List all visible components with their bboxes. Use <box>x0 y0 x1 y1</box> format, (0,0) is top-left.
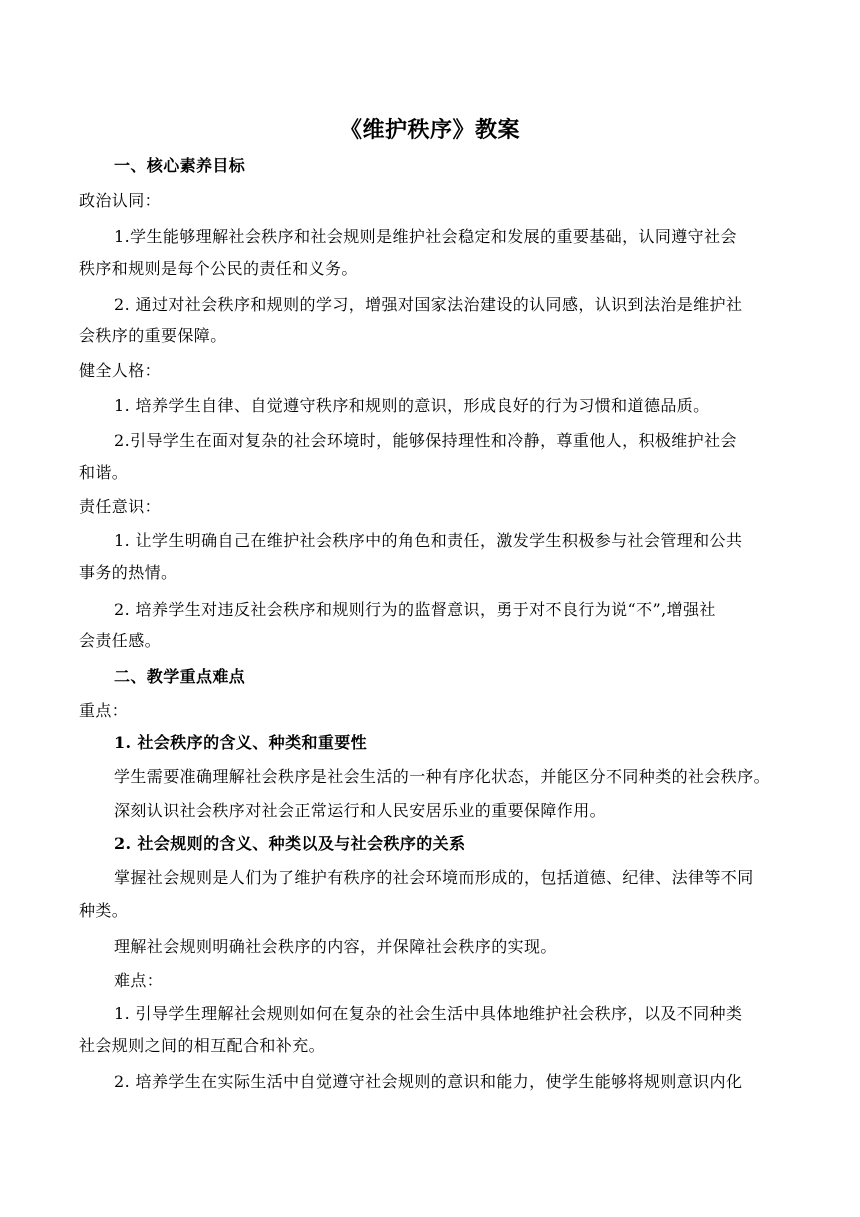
key-point-heading-2: 2. 社会规则的含义、种类以及与社会秩序的关系 <box>114 834 466 853</box>
subheading-key-points: 重点： <box>79 701 129 720</box>
paragraph-line: 会秩序的重要保障。 <box>79 326 227 345</box>
paragraph-line: 学生需要准确理解社会秩序是社会生活的一种有序化状态，并能区分不同种类的社会秩序。 <box>114 767 771 786</box>
paragraph-line: 1. 引导学生理解社会规则如何在复杂的社会生活中具体地维护社会秩序，以及不同种类 <box>114 1004 743 1023</box>
section-heading-core-goals: 一、核心素养目标 <box>114 156 246 175</box>
section-heading-key-difficult-points: 二、教学重点难点 <box>114 667 246 686</box>
paragraph-line: 秩序和规则是每个公民的责任和义务。 <box>79 259 358 278</box>
paragraph-line: 2.引导学生在面对复杂的社会环境时，能够保持理性和冷静，尊重他人，积极维护社会 <box>114 431 737 450</box>
document-title: 《维护秩序》教案 <box>339 117 520 143</box>
subheading-responsibility: 责任意识： <box>79 497 162 516</box>
subheading-sound-personality: 健全人格： <box>79 361 162 380</box>
paragraph-line: 掌握社会规则是人们为了维护有秩序的社会环境而形成的，包括道德、纪律、法律等不同 <box>114 868 754 887</box>
paragraph-line: 事务的热情。 <box>79 563 178 582</box>
subheading-difficult-points: 难点： <box>114 971 164 990</box>
paragraph-line: 1. 培养学生自律、自觉遵守秩序和规则的意识，形成良好的行为习惯和道德品质。 <box>114 396 710 415</box>
paragraph-line: 2. 通过对社会秩序和规则的学习，增强对国家法治建设的认同感，认识到法治是维护社 <box>114 295 743 314</box>
paragraph-line: 社会规则之间的相互配合和补充。 <box>79 1036 326 1055</box>
paragraph-line: 种类。 <box>79 901 129 920</box>
paragraph-line: 2. 培养学生对违反社会秩序和规则行为的监督意识，勇于对不良行为说“不”,增强社 <box>114 600 716 619</box>
subheading-political-identity: 政治认同： <box>79 191 162 210</box>
key-point-heading-1: 1. 社会秩序的含义、种类和重要性 <box>114 733 368 752</box>
paragraph-line: 1.学生能够理解社会秩序和社会规则是维护社会稳定和发展的重要基础，认同遵守社会 <box>114 227 737 246</box>
paragraph-line: 1. 让学生明确自己在维护社会秩序中的角色和责任，激发学生积极参与社会管理和公共 <box>114 531 743 550</box>
paragraph-line: 2. 培养学生在实际生活中自觉遵守社会规则的意识和能力，使学生能够将规则意识内化 <box>114 1072 743 1091</box>
paragraph-line: 和谐。 <box>79 463 129 482</box>
paragraph-line: 深刻认识社会秩序对社会正常运行和人民安居乐业的重要保障作用。 <box>114 801 607 820</box>
paragraph-line: 会责任感。 <box>79 631 162 650</box>
paragraph-line: 理解社会规则明确社会秩序的内容，并保障社会秩序的实现。 <box>114 937 557 956</box>
